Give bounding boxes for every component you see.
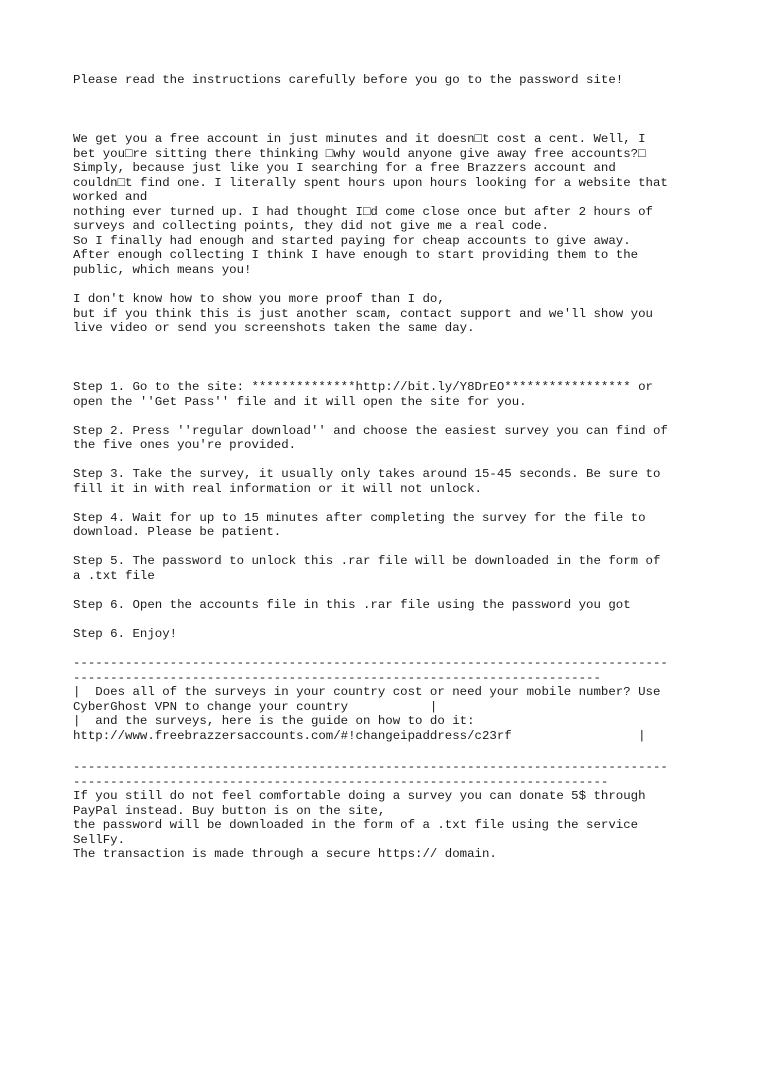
pitch-line: So I finally had enough and started paying for cheap accounts to give away. [73, 233, 631, 248]
step-line: the five ones you're provided. [73, 438, 297, 452]
divider-line: ----------------------------------------------------------------------- [73, 670, 601, 685]
step-line: a .txt file [73, 568, 155, 583]
pitch-line: After enough collecting I think I have enough to start providing them to the [73, 248, 639, 262]
notice-line: | Does all of the surveys in your country cost or need your mobile number? Use [73, 685, 661, 699]
pitch-line: couldn□t find one. I literally spent hours upon hours looking for a website that [73, 175, 668, 190]
step-4 [73, 511, 713, 540]
proof-line: I don't know how to show you more proof than I do, [73, 292, 445, 306]
proof-paragraph [73, 292, 713, 336]
pitch-line: bet you□re sitting there thinking □why would anyone give away free accounts?□ [73, 146, 646, 161]
step-1 [73, 380, 713, 409]
donation-line: SellFy. [73, 832, 126, 847]
notice-line: CyberGhost VPN to change your country | [73, 699, 438, 714]
step-line: Step 1. Go to the site: **************http://bit.ly/Y8DrEO***************** or [73, 380, 653, 394]
step-6 [73, 598, 713, 613]
donation-line: If you still do not feel comfortable doing a survey you can donate 5$ through [73, 789, 646, 803]
pitch-line: Simply, because just like you I searching for a free Brazzers account and [73, 161, 616, 175]
step-line: Step 2. Press ''regular download'' and choose the easiest survey you can find of [73, 423, 668, 438]
intro-notice: Please read the instructions carefully before you go to the password site! [73, 73, 624, 87]
step-line: open the ''Get Pass'' file and it will open the site for you. [73, 394, 527, 409]
vpn-notice-box [73, 656, 713, 743]
notice-line: | and the surveys, here is the guide on how to do it: [73, 714, 475, 728]
pitch-line: worked and [73, 190, 148, 204]
donation-line: The transaction is made through a secure https:// domain. [73, 847, 497, 861]
proof-line: but if you think this is just another scam, contact support and we'll show you [73, 306, 653, 321]
intro-notice-block [73, 73, 713, 88]
step-2 [73, 424, 713, 453]
pitch-line: We get you a free account in just minutes and it doesn□t cost a cent. Well, I [73, 132, 646, 146]
proof-line: live video or send you screenshots taken the same day. [73, 321, 475, 335]
step-line: Step 6. Open the accounts file in this .rar file using the password you got [73, 597, 631, 612]
step-line: download. Please be patient. [73, 525, 282, 539]
donation-paragraph [73, 760, 713, 862]
notice-url-line: http://www.freebrazzersaccounts.com/#!changeipaddress/c23rf | [73, 728, 646, 743]
step-line: Step 6. Enjoy! [73, 626, 178, 641]
step-enjoy [73, 627, 713, 642]
divider-line: ------------------------------------------------------------------------ [73, 774, 609, 789]
pitch-line: nothing ever turned up. I had thought I□d come close once but after 2 hours of [73, 204, 653, 219]
donation-line: the password will be downloaded in the form of a .txt file using the service [73, 818, 639, 832]
divider-line: -------------------------------------------------------------------------------- [73, 760, 668, 774]
step-line: Step 5. The password to unlock this .rar file will be downloaded in the form of [73, 554, 661, 568]
step-line: fill it in with real information or it will not unlock. [73, 481, 482, 496]
step-5 [73, 554, 713, 583]
step-line: Step 3. Take the survey, it usually only takes around 15-45 seconds. Be sure to [73, 467, 661, 481]
pitch-paragraph [73, 132, 713, 277]
pitch-line: surveys and collecting points, they did not give me a real code. [73, 219, 549, 233]
donation-line: PayPal instead. Buy button is on the site, [73, 803, 386, 818]
pitch-line: public, which means you! [73, 262, 252, 277]
steps-list [73, 380, 713, 641]
divider-line: -------------------------------------------------------------------------------- [73, 656, 668, 670]
step-line: Step 4. Wait for up to 15 minutes after completing the survey for the file to [73, 510, 646, 525]
step-3 [73, 467, 713, 496]
